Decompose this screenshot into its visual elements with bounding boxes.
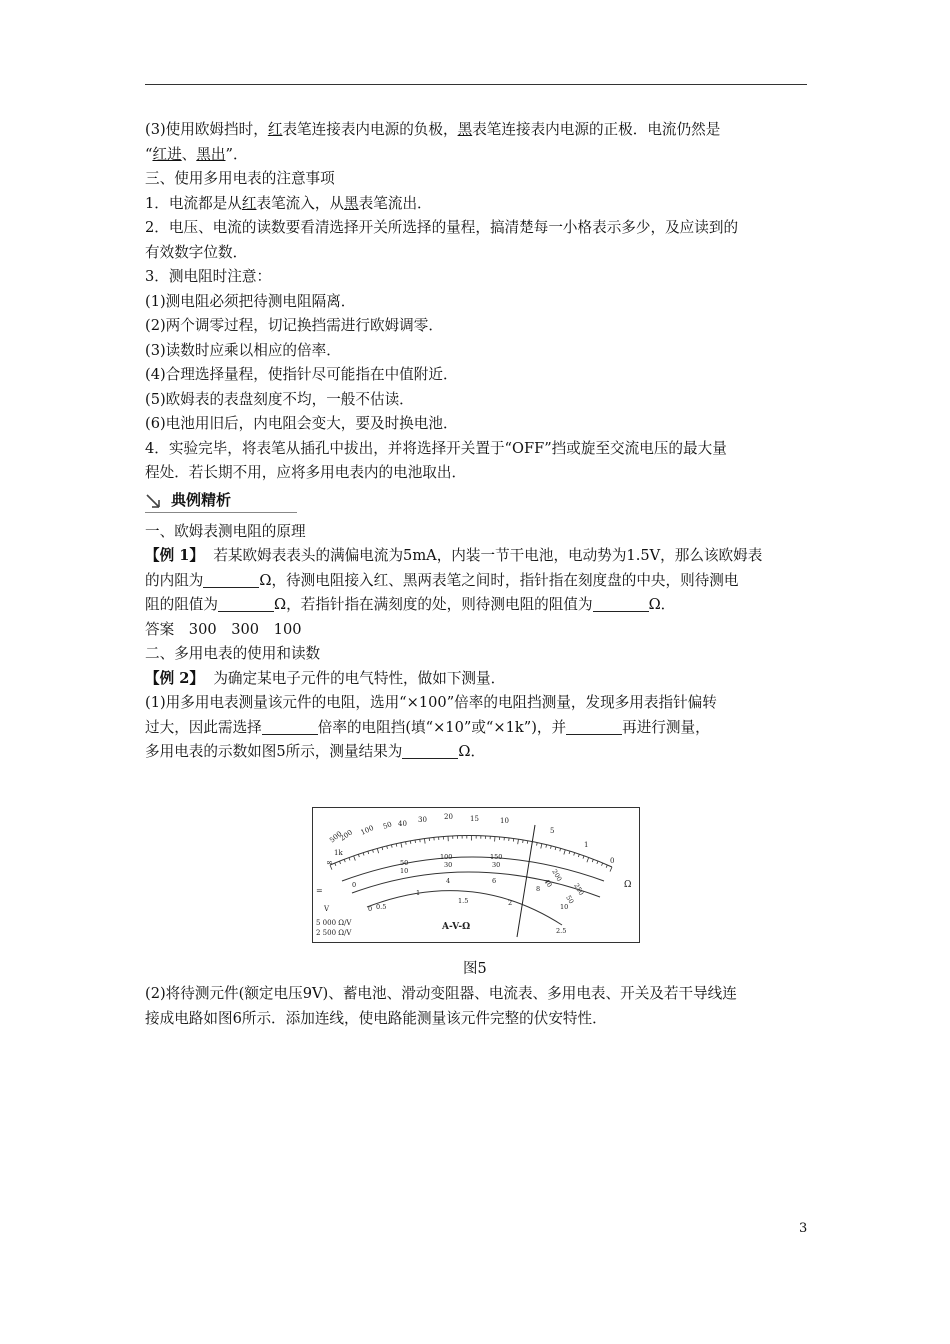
v2-tick-label: 50 <box>564 894 576 906</box>
v-tick-label: 150 <box>490 853 503 861</box>
notes-body <box>145 118 810 765</box>
subheading: 一、欧姆表测电阻的原理 <box>145 522 306 540</box>
ac-tick-label: 0.5 <box>376 903 387 911</box>
text-line: (5)欧姆表的表盘刻度不均，一般不估读． <box>145 390 414 408</box>
v3-tick-label: 10 <box>560 903 569 911</box>
ac-tick-label: 2.5 <box>556 927 567 935</box>
text-line: (3)使用欧姆挡时，红表笔连接表内电源的负极，黑表笔连接表内电源的正极．电流仍然是 <box>145 121 721 138</box>
spec-label: 5 000 Ω/V <box>316 919 352 927</box>
text-line: 1．电流都是从红表笔流入，从黑表笔流出． <box>145 194 432 212</box>
subheading: 三、使用多用电表的注意事项 <box>145 170 335 187</box>
answer-line: 答案 300 300 100 <box>145 620 302 638</box>
center-label: A-V-Ω <box>442 922 471 932</box>
text-line: (3)读数时应乘以相应的倍率． <box>145 341 341 359</box>
section-underline <box>145 512 297 513</box>
answer-blank <box>218 596 274 612</box>
answer-blank <box>593 596 649 612</box>
dial-tick <box>406 842 407 845</box>
dial-tick <box>532 842 533 845</box>
dial-tick <box>410 841 411 844</box>
arrow-icon <box>145 492 163 510</box>
answer-blank <box>262 719 318 735</box>
ohm-tick-label: 10 <box>500 817 509 825</box>
answer-blank <box>402 743 458 759</box>
text-line: 2．电压、电流的读数要看清选择开关所选择的量程，搞清楚每一小格表示多少，及应读到的 <box>145 219 739 236</box>
section-header <box>145 488 810 516</box>
ohm-tick-label: 1 <box>584 841 589 849</box>
example-line: 阻的阻值为 Ω，若指针指在满刻度的处，则待测电阻的阻值为 Ω． <box>145 596 676 613</box>
omega-label: Ω <box>624 880 632 890</box>
figure-caption: 图5 <box>463 961 487 977</box>
example-line: (1)用多用电表测量该元件的电阻，选用“×100”倍率的电阻挡测量，发现多用表指针偏转 <box>145 694 717 711</box>
v2-tick-label: 30 <box>444 861 453 869</box>
text-line: (6)电池用旧后，内电阻会变大，要及时换电池． <box>145 415 458 432</box>
answer-blank <box>203 572 259 588</box>
text-line: (2)将待测元件(额定电压9V)、蓄电池、滑动变阻器、电流表、多用电表、开关及若干导线连 <box>145 985 737 1002</box>
dc-label: V <box>324 905 330 913</box>
spec-label: 2 500 Ω/V <box>316 929 352 937</box>
text-line: (1)测电阻必须把待测电阻隔离． <box>145 292 356 310</box>
ac-tick-label: 2 <box>508 899 513 907</box>
ohm-tick-label: 15 <box>470 815 479 823</box>
ac-tick-label: 1 <box>416 889 421 897</box>
v3-tick-label: 8 <box>536 885 541 893</box>
v-tick-label: 100 <box>440 853 453 861</box>
page-number: 3 <box>799 1221 808 1236</box>
text-line: 接成电路如图6所示．添加连线，使电路能测量该元件完整的伏安特性． <box>145 1009 607 1027</box>
ohm-tick-label: 20 <box>444 813 453 821</box>
text-line: 4．实验完毕，将表笔从插孔中拔出，并将选择开关置于“OFF”挡或旋至交流电压的最大量 <box>145 439 727 457</box>
text-line: 程处．若长期不用，应将多用电表内的电池取出． <box>145 464 467 481</box>
text-line: (4)合理选择量程，使指针尽可能指在中值附近． <box>145 366 458 383</box>
text-line: “红进、黑出”． <box>145 145 248 163</box>
v2-tick-label: 30 <box>492 861 501 869</box>
ohm-tick-label: ∞ <box>326 858 333 867</box>
ohm-tick-label: 1k <box>334 849 343 857</box>
ohm-tick-label: 40 <box>398 820 407 828</box>
text-line: (2)两个调零过程，切记换挡需进行欧姆调零． <box>145 317 443 334</box>
ohm-tick-label: 500 <box>328 829 344 845</box>
v-tick-label: 50 <box>400 859 409 867</box>
answer-blank <box>566 719 622 735</box>
ohm-tick-label: 0 <box>610 857 615 865</box>
header-rule <box>145 84 807 85</box>
ac-tick-label: 1.5 <box>458 897 469 905</box>
v2-tick-label: 40 <box>542 877 554 889</box>
v3-tick-label: 6 <box>492 877 497 885</box>
v-tick-label: 200 <box>550 868 564 883</box>
ohm-tick-label: 100 <box>359 823 375 837</box>
ac-tick-label: 0 <box>368 905 373 913</box>
multimeter-dial-figure <box>312 807 640 943</box>
example-line: 【例 1】 若某欧姆表表头的满偏电流为5mA，内装一节干电池，电动势为1.5V，那么该欧姆表 <box>145 547 763 564</box>
example-line: 的内阻为 Ω，待测电阻接入红、黑两表笔之间时，指针指在刻度盘的中央，则待测电 <box>145 571 739 589</box>
ohm-tick-label: 5 <box>550 827 555 835</box>
ohm-tick-label: 50 <box>381 820 394 831</box>
example-line: 多用电表的示数如图5所示，测量结果为 Ω． <box>145 743 486 760</box>
v2-tick-label: 10 <box>400 867 409 875</box>
v-tick-label: 250 <box>572 882 586 897</box>
ohm-tick-label: 200 <box>338 828 355 843</box>
example-line: 【例 2】 为确定某电子元件的电气特性，做如下测量． <box>145 669 506 687</box>
ohm-tick-label: 30 <box>418 816 427 824</box>
continuation-body <box>145 982 810 1031</box>
text-line: 3．测电阻时注意： <box>145 268 272 285</box>
v-tick-label: 0 <box>352 881 357 889</box>
v3-tick-label: 4 <box>446 877 451 885</box>
example-line: 过大，因此需选择 倍率的电阻挡(填“×10”或“×1k”)，并 再进行测量， <box>145 718 710 736</box>
section-title: 典例精析 <box>171 490 232 509</box>
dial-tick <box>527 841 528 844</box>
dc-symbol: = <box>316 886 323 895</box>
text-line: 有效数字位数． <box>145 243 248 261</box>
subheading: 二、多用电表的使用和读数 <box>145 645 321 662</box>
